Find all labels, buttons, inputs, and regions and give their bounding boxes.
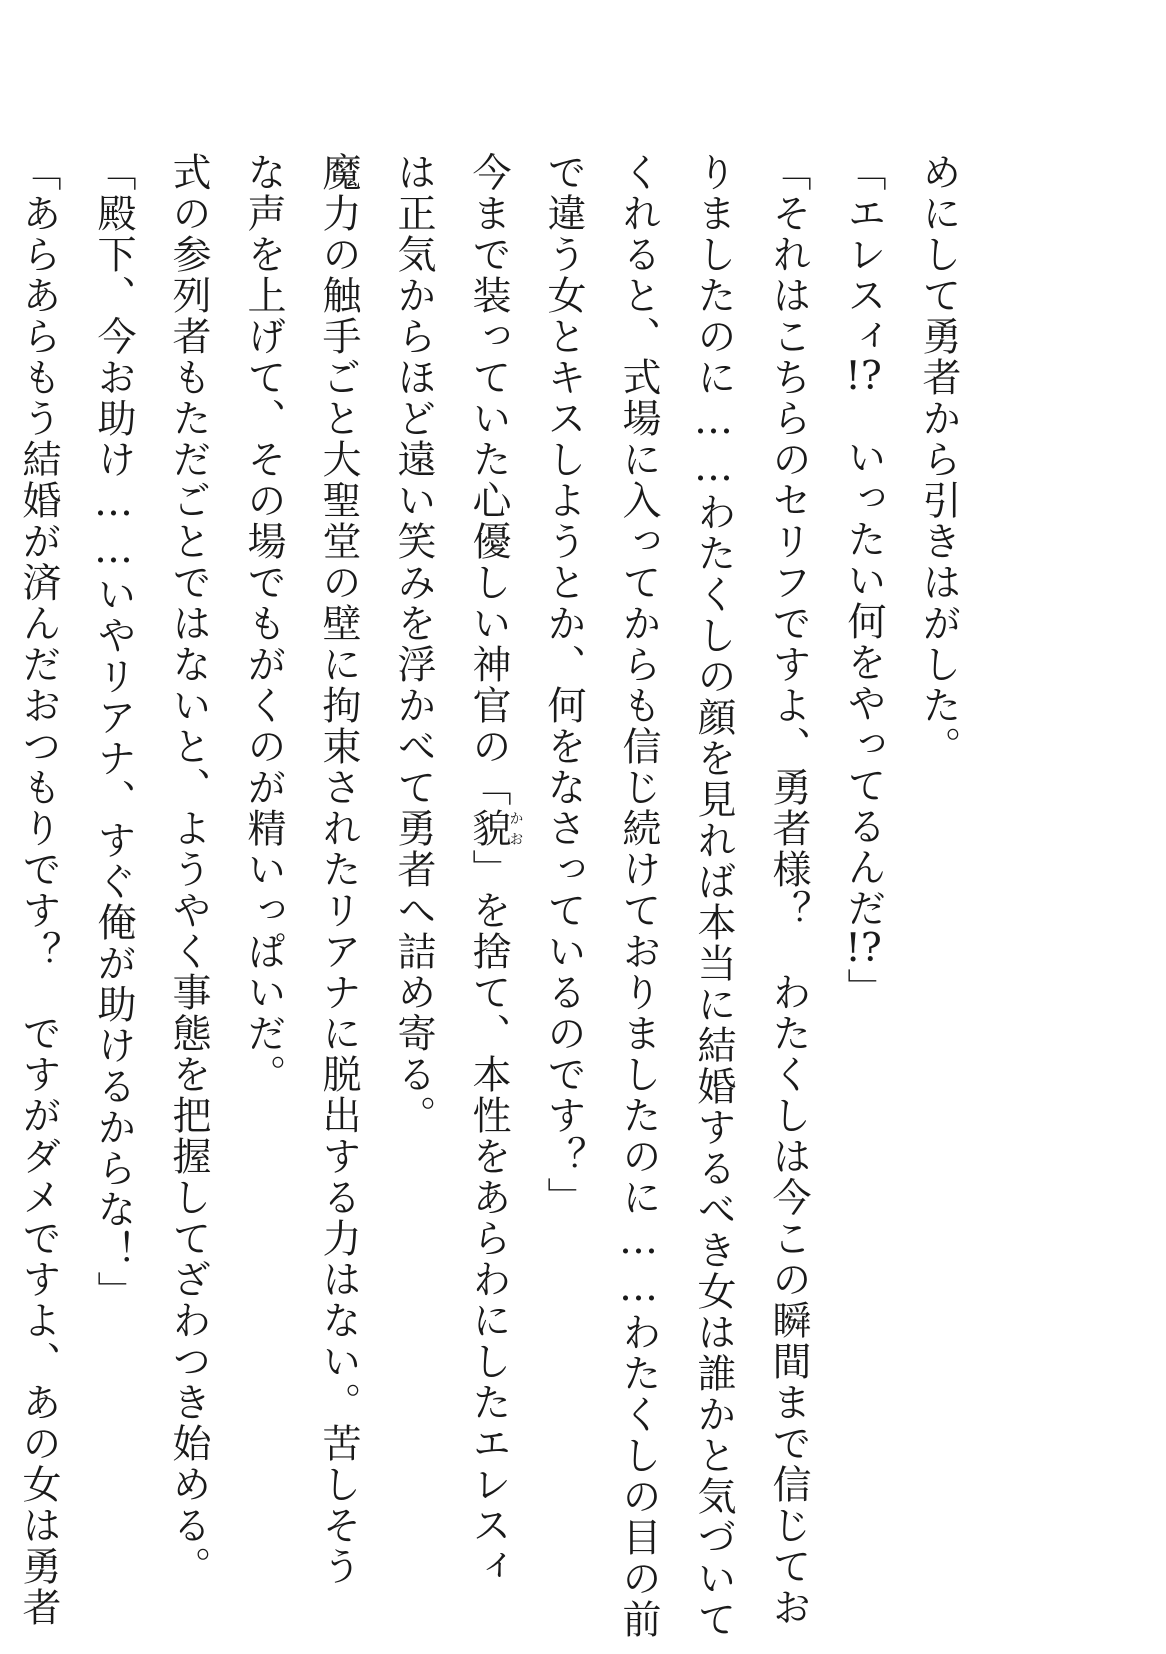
vertical-text-body bbox=[0, 152, 976, 1640]
text-line-9: 魔力の触手ごと大聖堂の壁に拘束されたリアナに脱出する力はない。苦しそう bbox=[316, 152, 361, 1587]
text-line-2-part-e: 」 bbox=[841, 968, 886, 1009]
text-line-7-part-b: 」を捨て、本性をあらわにしたエレスィ bbox=[466, 849, 511, 1587]
text-line-11: 式の参列者もただごとではないと、ようやく事態を把握してざわつき始める。 bbox=[166, 152, 211, 1587]
text-line-2-exclaim-2: !? bbox=[845, 929, 882, 968]
ruby-base: 貌 bbox=[466, 808, 511, 849]
text-line-3: 「それはこちらのセリフですよ、勇者様？ わたくしは今この瞬間まで信じてお bbox=[766, 152, 811, 1628]
text-line-6: で違う女とキスしようとか、何をなさっているのです？」 bbox=[541, 152, 586, 1218]
text-line-2-exclaim-1: !? bbox=[845, 357, 882, 396]
text-line-2 bbox=[826, 152, 901, 1552]
text-line-2-part-c: いったい何をやってるんだ bbox=[841, 396, 886, 929]
text-line-12: 「殿下、今お助け……いやリアナ、すぐ俺が助けるからな！」 bbox=[91, 152, 136, 1312]
text-line-1: めにして勇者から引きはがした。 bbox=[916, 152, 961, 767]
text-line-5: くれると、式場に入ってからも信じ続けておりましたのに……わたくしの目の前 bbox=[616, 152, 661, 1640]
text-line-2-part-a: 「エレスィ bbox=[841, 152, 886, 357]
ruby-reading: かお bbox=[507, 808, 524, 849]
text-line-8: は正気からほど遠い笑みを浮かべて勇者へ詰め寄る。 bbox=[391, 152, 436, 1136]
ruby-kao bbox=[466, 808, 524, 849]
text-line-4: りましたのに……わたくしの顔を見れば本当に結婚するべき女は誰かと気づいて bbox=[691, 152, 736, 1640]
text-line-13: 「あらあらもう結婚が済んだおつもりです？ ですがダメですよ、あの女は勇者 bbox=[16, 152, 61, 1628]
text-line-7 bbox=[451, 152, 526, 1587]
text-line-10: な声を上げて、その場でもがくのが精いっぱいだ。 bbox=[241, 152, 286, 1095]
text-line-7-part-a: 今まで装っていた心優しい神官の「 bbox=[466, 152, 511, 808]
